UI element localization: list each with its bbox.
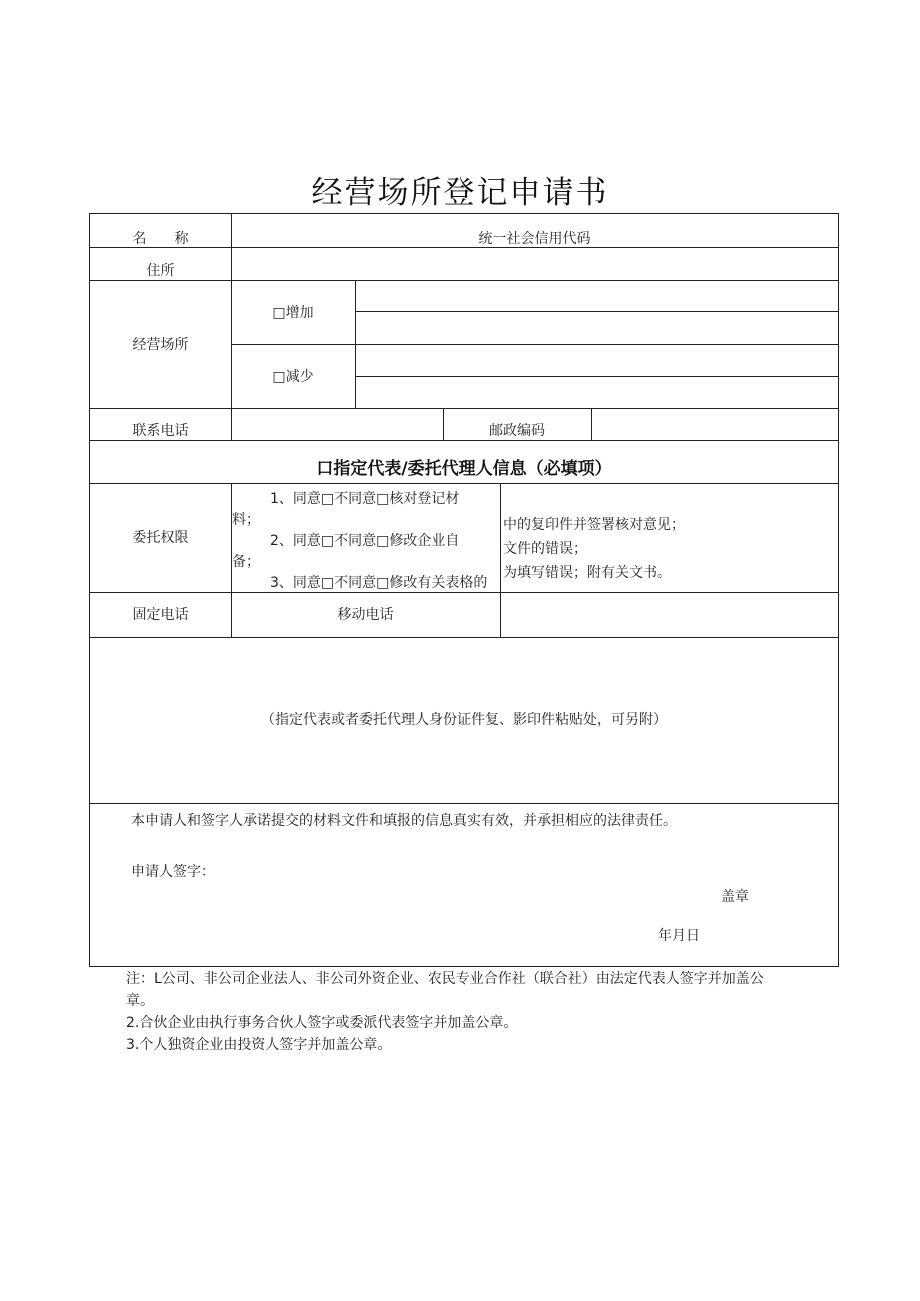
authority-line: 文件的错误； bbox=[503, 541, 587, 557]
note-line: 2.合伙企业由执行事务合伙人签字或委派代表签字并加盖公章。 bbox=[126, 1015, 518, 1031]
authority-line: 2、同意□不同意□修改企业自 bbox=[270, 533, 460, 549]
seal-label: 盖章 bbox=[721, 889, 749, 905]
note-line: 章。 bbox=[126, 993, 154, 1009]
authority-line: 1、同意□不同意□核对登记材 bbox=[270, 491, 460, 507]
name-label: 名 称 bbox=[132, 231, 189, 247]
fixed-phone-label: 固定电话 bbox=[132, 607, 189, 623]
credit-code-label: 统一社会信用代码 bbox=[478, 231, 591, 247]
form-title: 经营场所登记申请书 bbox=[311, 175, 609, 211]
row-divider bbox=[90, 592, 838, 593]
authority-line: 中的复印件并签署核对意见； bbox=[503, 517, 685, 533]
row-divider bbox=[355, 311, 838, 312]
authority-options-left bbox=[232, 484, 499, 592]
row-divider bbox=[90, 440, 838, 441]
authority-options-right bbox=[501, 484, 838, 592]
authority-label: 委托权限 bbox=[132, 530, 189, 546]
id-attach-note: （指定代表或者委托代理人身份证件复、影印件粘贴处，可另附） bbox=[261, 712, 667, 728]
phone-label: 联系电话 bbox=[132, 423, 189, 439]
application-form-table bbox=[89, 213, 839, 967]
declaration-statement: 本申请人和签字人承诺提交的材料文件和填报的信息真实有效，并承担相应的法律责任。 bbox=[131, 813, 677, 829]
row-divider bbox=[90, 637, 838, 638]
add-checkbox[interactable]: □增加 bbox=[272, 305, 314, 321]
authority-line: 为填写错误；附有关文书。 bbox=[503, 565, 671, 581]
agent-section-heading[interactable]: 口指定代表/委托代理人信息（必填项） bbox=[316, 459, 612, 479]
authority-line: 备； bbox=[232, 554, 260, 570]
business-place-label: 经营场所 bbox=[132, 337, 189, 353]
authority-line: 料； bbox=[232, 512, 260, 528]
notes-section bbox=[126, 968, 838, 1056]
row-divider bbox=[90, 280, 838, 281]
reduce-checkbox[interactable]: □减少 bbox=[272, 369, 314, 385]
column-divider bbox=[591, 408, 592, 440]
row-divider bbox=[231, 344, 838, 345]
mobile-phone-label: 移动电话 bbox=[337, 607, 394, 623]
authority-line: 3、同意□不同意□修改有关表格的 bbox=[270, 575, 488, 591]
column-divider bbox=[355, 280, 356, 408]
row-divider bbox=[355, 376, 838, 377]
note-line: 3.个人独资企业由投资人签字并加盖公章。 bbox=[126, 1037, 392, 1053]
date-label: 年月日 bbox=[658, 928, 700, 944]
residence-label: 住所 bbox=[146, 263, 175, 279]
row-divider bbox=[90, 408, 838, 409]
signature-label: 申请人签字： bbox=[131, 864, 215, 880]
note-line: 注：L公司、非公司企业法人、非公司外资企业、农民专业合作社（联合社）由法定代表人签字并加盖公 bbox=[126, 971, 764, 987]
row-divider bbox=[90, 803, 838, 804]
postcode-label: 邮政编码 bbox=[489, 423, 545, 439]
